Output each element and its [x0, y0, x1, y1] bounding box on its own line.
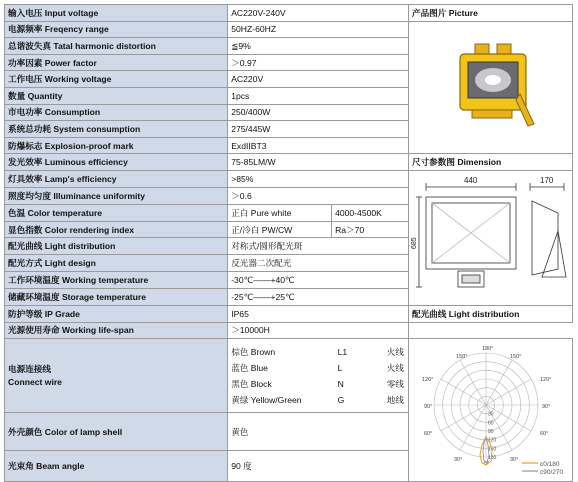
spec-value: 75-85LM/W	[228, 154, 409, 171]
polar-angle-label: 90°	[541, 404, 551, 411]
polar-angle-label: 30°	[509, 457, 519, 464]
polar-angle-label: 150°	[455, 354, 468, 361]
polar-spoke	[441, 379, 486, 405]
spec-value: 50HZ-60HZ	[228, 21, 409, 38]
spec-label: 功率因素 Power factor	[5, 54, 228, 71]
spec-value: 正/冷白 PW/CW	[228, 221, 332, 238]
dim-depth-label: 170	[539, 175, 554, 185]
wire-code: L1	[337, 346, 348, 357]
polar-spoke	[460, 405, 486, 450]
legend-c90-label: c90/270	[539, 469, 564, 477]
polar-angle-label: 60°	[539, 431, 549, 438]
spec-label: 配光曲线 Light distribution	[5, 238, 228, 255]
spec-label: 配光方式 Light design	[5, 255, 228, 272]
spec-value: ＞0.97	[228, 54, 409, 71]
wire-code: G	[337, 394, 345, 405]
polar-angle-label: 120°	[539, 377, 552, 384]
polar-spoke	[486, 405, 531, 431]
spec-row	[5, 305, 573, 322]
polar-spoke	[460, 360, 486, 405]
polar-angle-label: 180°	[481, 346, 494, 353]
spec-value: AC220V	[228, 71, 409, 88]
spec-sheet	[4, 4, 573, 478]
spec-value: IP65	[228, 305, 409, 322]
polar-spoke	[486, 360, 512, 405]
spec-value: ＞0.6	[228, 187, 409, 204]
spec-value-secondary: 4000-4500K	[332, 204, 409, 221]
spec-row	[5, 170, 573, 187]
spec-row	[5, 21, 573, 38]
wire-code: L	[337, 362, 343, 373]
polar-radial-label: 90	[487, 429, 494, 436]
spec-label: 发光效率 Luminous efficiency	[5, 154, 228, 171]
spec-value: 275/445W	[228, 121, 409, 138]
polar-spoke	[441, 405, 486, 431]
light-distribution-chart	[414, 339, 570, 479]
spec-label: 数量 Quantity	[5, 87, 228, 104]
spec-label: 储藏环境温度 Storage temperature	[5, 289, 228, 306]
spec-value: -30℃——+40℃	[228, 272, 409, 289]
spec-label: 显色指数 Color rendering index	[5, 221, 228, 238]
dimension-drawing	[412, 171, 572, 303]
legend-c0-label: c0/180	[539, 461, 560, 469]
polar-angle-label: 90°	[423, 404, 433, 411]
wire-color: 黄绿 Yellow/Green	[231, 394, 302, 405]
spec-label: 光源使用寿命 Working life-span	[5, 322, 228, 339]
spec-label: 总谐波失真 Tatal harmonic distortion	[5, 38, 228, 55]
polar-radial-label: 30	[487, 411, 494, 418]
spec-value: ＞10000H	[228, 322, 409, 339]
picture-title: 产品图片 Picture	[408, 5, 572, 22]
polar-angle-label: 150°	[509, 354, 522, 361]
wire-name: 零线	[386, 378, 404, 389]
beam-label: 光束角 Beam angle	[5, 450, 228, 481]
product-photo	[442, 36, 542, 136]
spec-value-secondary: Ra＞70	[332, 221, 409, 238]
spec-row	[5, 154, 573, 171]
distribution-cell	[408, 339, 572, 482]
wiring-label-cn: 电源连接线	[8, 364, 51, 375]
spec-label: 灯具效率 Lamp's efficiency	[5, 170, 228, 187]
spec-row	[5, 5, 573, 22]
spec-label: 防护等级 IP Grade	[5, 305, 228, 322]
dim-width-label: 440	[463, 175, 478, 185]
wire-color: 棕色 Brown	[231, 346, 276, 357]
spec-label: 防爆标志 Explosion-proof mark	[5, 137, 228, 154]
polar-angle-label: 120°	[421, 377, 434, 384]
spec-label: 系统总功耗 System consumption	[5, 121, 228, 138]
shell-value: 黄色	[228, 413, 409, 451]
spec-label: 色温 Color temperature	[5, 204, 228, 221]
lamp-picture-icon	[460, 44, 534, 126]
spec-row	[5, 322, 573, 339]
wire-color: 黑色 Block	[231, 378, 272, 389]
wiring-row	[5, 339, 573, 413]
dim-height-label: 685	[410, 237, 418, 249]
polar-radial-label: 60	[487, 420, 494, 427]
spec-label: 输入电压 Input voltage	[5, 5, 228, 22]
polar-radial-label: 180	[487, 455, 497, 462]
spec-label: 电源频率 Freqency range	[5, 21, 228, 38]
polar-spoke	[486, 379, 531, 405]
spec-value: ≦9%	[228, 38, 409, 55]
spec-value: AC220V-240V	[228, 5, 409, 22]
wire-name: 火线	[386, 346, 404, 357]
shell-label: 外壳颜色 Color of lamp shell	[5, 413, 228, 451]
wiring-values	[228, 339, 409, 413]
wire-line	[231, 392, 408, 408]
dimension-title: 尺寸参数图 Dimension	[408, 154, 572, 171]
wire-code: N	[337, 378, 344, 389]
spec-label: 照度均匀度 Illuminance uniformity	[5, 187, 228, 204]
spec-value: 1pcs	[228, 87, 409, 104]
wiring-label-en: Connect wire	[8, 377, 62, 388]
wiring-label	[5, 339, 228, 413]
dimension-cell	[408, 170, 572, 305]
wire-name: 火线	[386, 362, 404, 373]
spec-value: ExdIIBT3	[228, 137, 409, 154]
spec-value: 对称式/圆形配光斑	[228, 238, 409, 255]
beam-value: 90 度	[228, 450, 409, 481]
wire-line	[231, 376, 408, 392]
spec-value: >85%	[228, 170, 409, 187]
spec-value: 正白 Pure white	[228, 204, 332, 221]
polar-angle-label: 30°	[453, 457, 463, 464]
distribution-title: 配光曲线 Light distribution	[408, 305, 572, 322]
polar-angle-label: 60°	[423, 431, 433, 438]
spec-label: 市电功率 Consumption	[5, 104, 228, 121]
polar-angle-label: 0°	[483, 461, 490, 468]
spec-value: -25℃——+25℃	[228, 289, 409, 306]
spec-value: 反光器二次配光	[228, 255, 409, 272]
spec-label: 工作环境温度 Working temperature	[5, 272, 228, 289]
wire-color: 蓝色 Blue	[231, 362, 268, 373]
spec-table	[4, 4, 573, 482]
picture-cell	[408, 21, 572, 154]
wire-line	[231, 360, 408, 376]
polar-radial-label: 150	[487, 446, 497, 453]
wire-line	[231, 344, 408, 360]
spec-label: 工作电压 Working voltage	[5, 71, 228, 88]
spec-value: 250/400W	[228, 104, 409, 121]
polar-radial-label: 120	[487, 437, 497, 444]
wire-name: 地线	[386, 394, 404, 405]
